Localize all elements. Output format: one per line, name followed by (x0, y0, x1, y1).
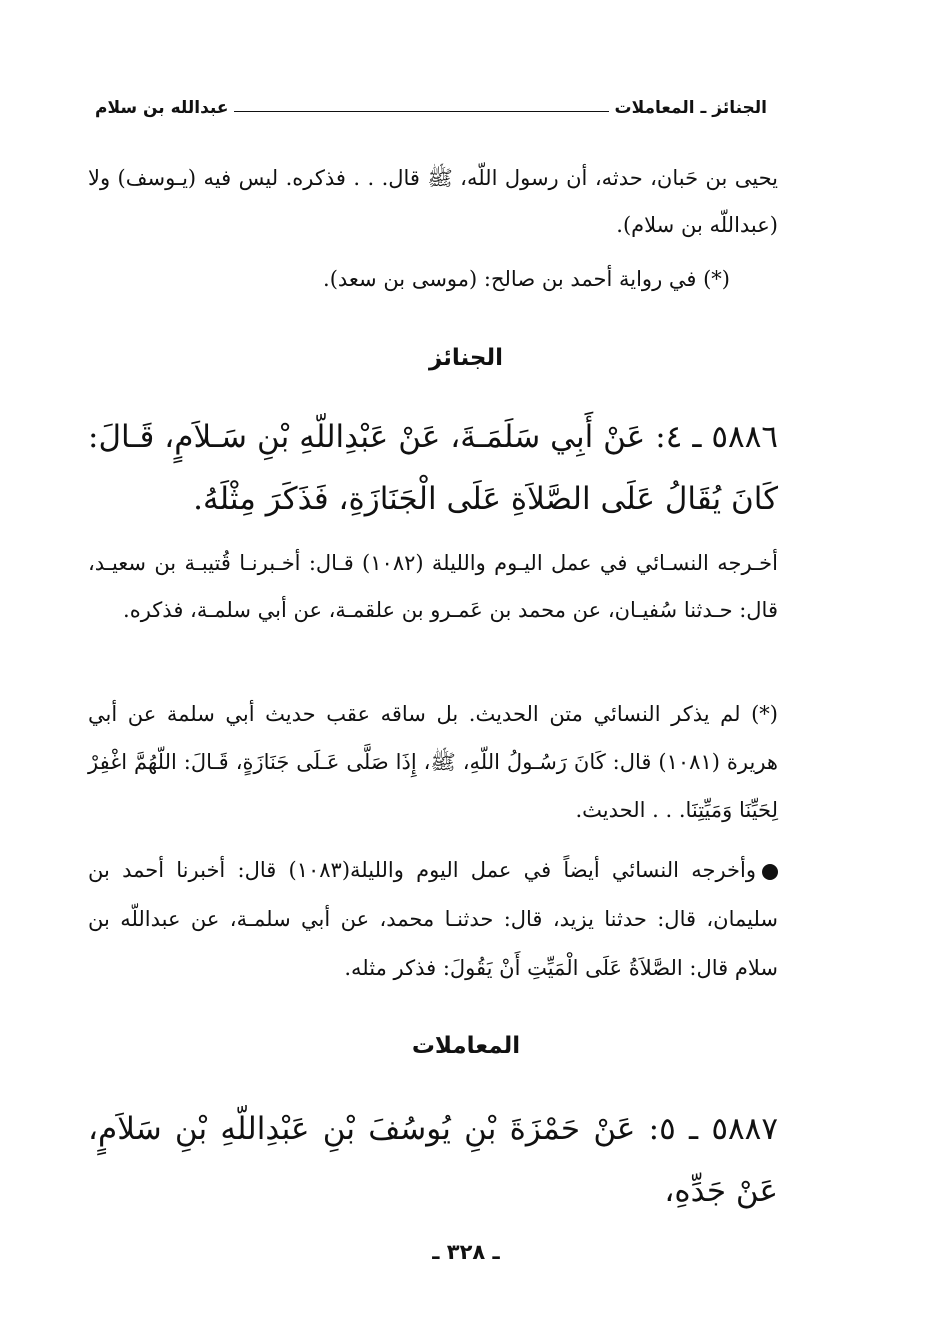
header-companion-name: عبدالله بن سلام (95, 98, 229, 118)
section-heading-transactions: المعاملات (411, 1033, 521, 1059)
intro-paragraph: يحيى بن حَبان، حدثه، أن رسول اللّه، ﷺ قال. . . فذكره. ليس فيه (يـوسف) ولا (عبداللّه بن سلام). (88, 166, 779, 237)
hadith-5887: ٥٨٨٧ ـ ٥: عَنْ حَمْزَةَ بْنِ يُوسُفَ بْنِ عَبْدِاللّهِ بْنِ سَلاَمٍ، عَنْ جَدِّهِ، (88, 1111, 778, 1209)
additional-takhrij-paragraph (88, 846, 778, 993)
hadith-5886: ٥٨٨٦ ـ ٤: عَنْ أَبِي سَلَمَـةَ، عَنْ عَبْدِاللّهِ بْنِ سَـلاَمٍ، قَـالَ: كَانَ يُقَالُ عَلَى الصَّلاَةِ عَلَى الْجَنَازَةِ، فَذَكَرَ مِثْلَهُ. (88, 419, 778, 517)
intro-footnote: (*) في رواية أحمد بن صالح: (موسى بن سعد). (323, 267, 730, 291)
header-rule (234, 111, 608, 112)
takhrij-paragraph: أخـرجه النسـائي في عمل اليـوم والليلة (١٠٨٢) قـال: أخـبرنـا قُتيبـة بن سعيـد، قال: حـدثنا سُفيـان، عن محمد بن عَمـرو بن علقمـة، عن أبي سلمـة، فذكره. (88, 551, 778, 622)
section-heading-funerals: الجنائز (428, 345, 504, 371)
running-header (95, 98, 767, 118)
header-chapter-title: الجنائز ـ المعاملات (614, 98, 767, 118)
hadith-5886-footnote: (*) لم يذكر النسائي متن الحديث. بل ساقه عقب حديث أبي سلمة عن أبي هريرة (١٠٨١) قال: كَانَ رَسُـولُ اللّهِ، ﷺ، إِذَا صَلَّى عَـلَى جَنَازَةٍ، قَـالَ: اللّهُمَّ اغْفِرْ لِحَيِّنَا وَمَيِّتِنَا. . . الحديث. (88, 702, 779, 822)
page-number: ـ ٣٢٨ ـ (432, 1240, 500, 1264)
additional-takhrij-text: وأخرجه النسائي أيضاً في عمل اليوم والليلة(١٠٨٣) قال: أخبرنا أحمد بن سليمان، قال: حدثنا يزيد، قال: حدثنـا محمد، عن أبي سلمـة، عن عبداللّه بن سلام قال: الصَّلاَةُ عَلَى الْمَيِّتِ أَنْ يَقُولَ: فذكر مثله. (88, 858, 778, 980)
filled-circle-bullet-icon (762, 864, 778, 880)
